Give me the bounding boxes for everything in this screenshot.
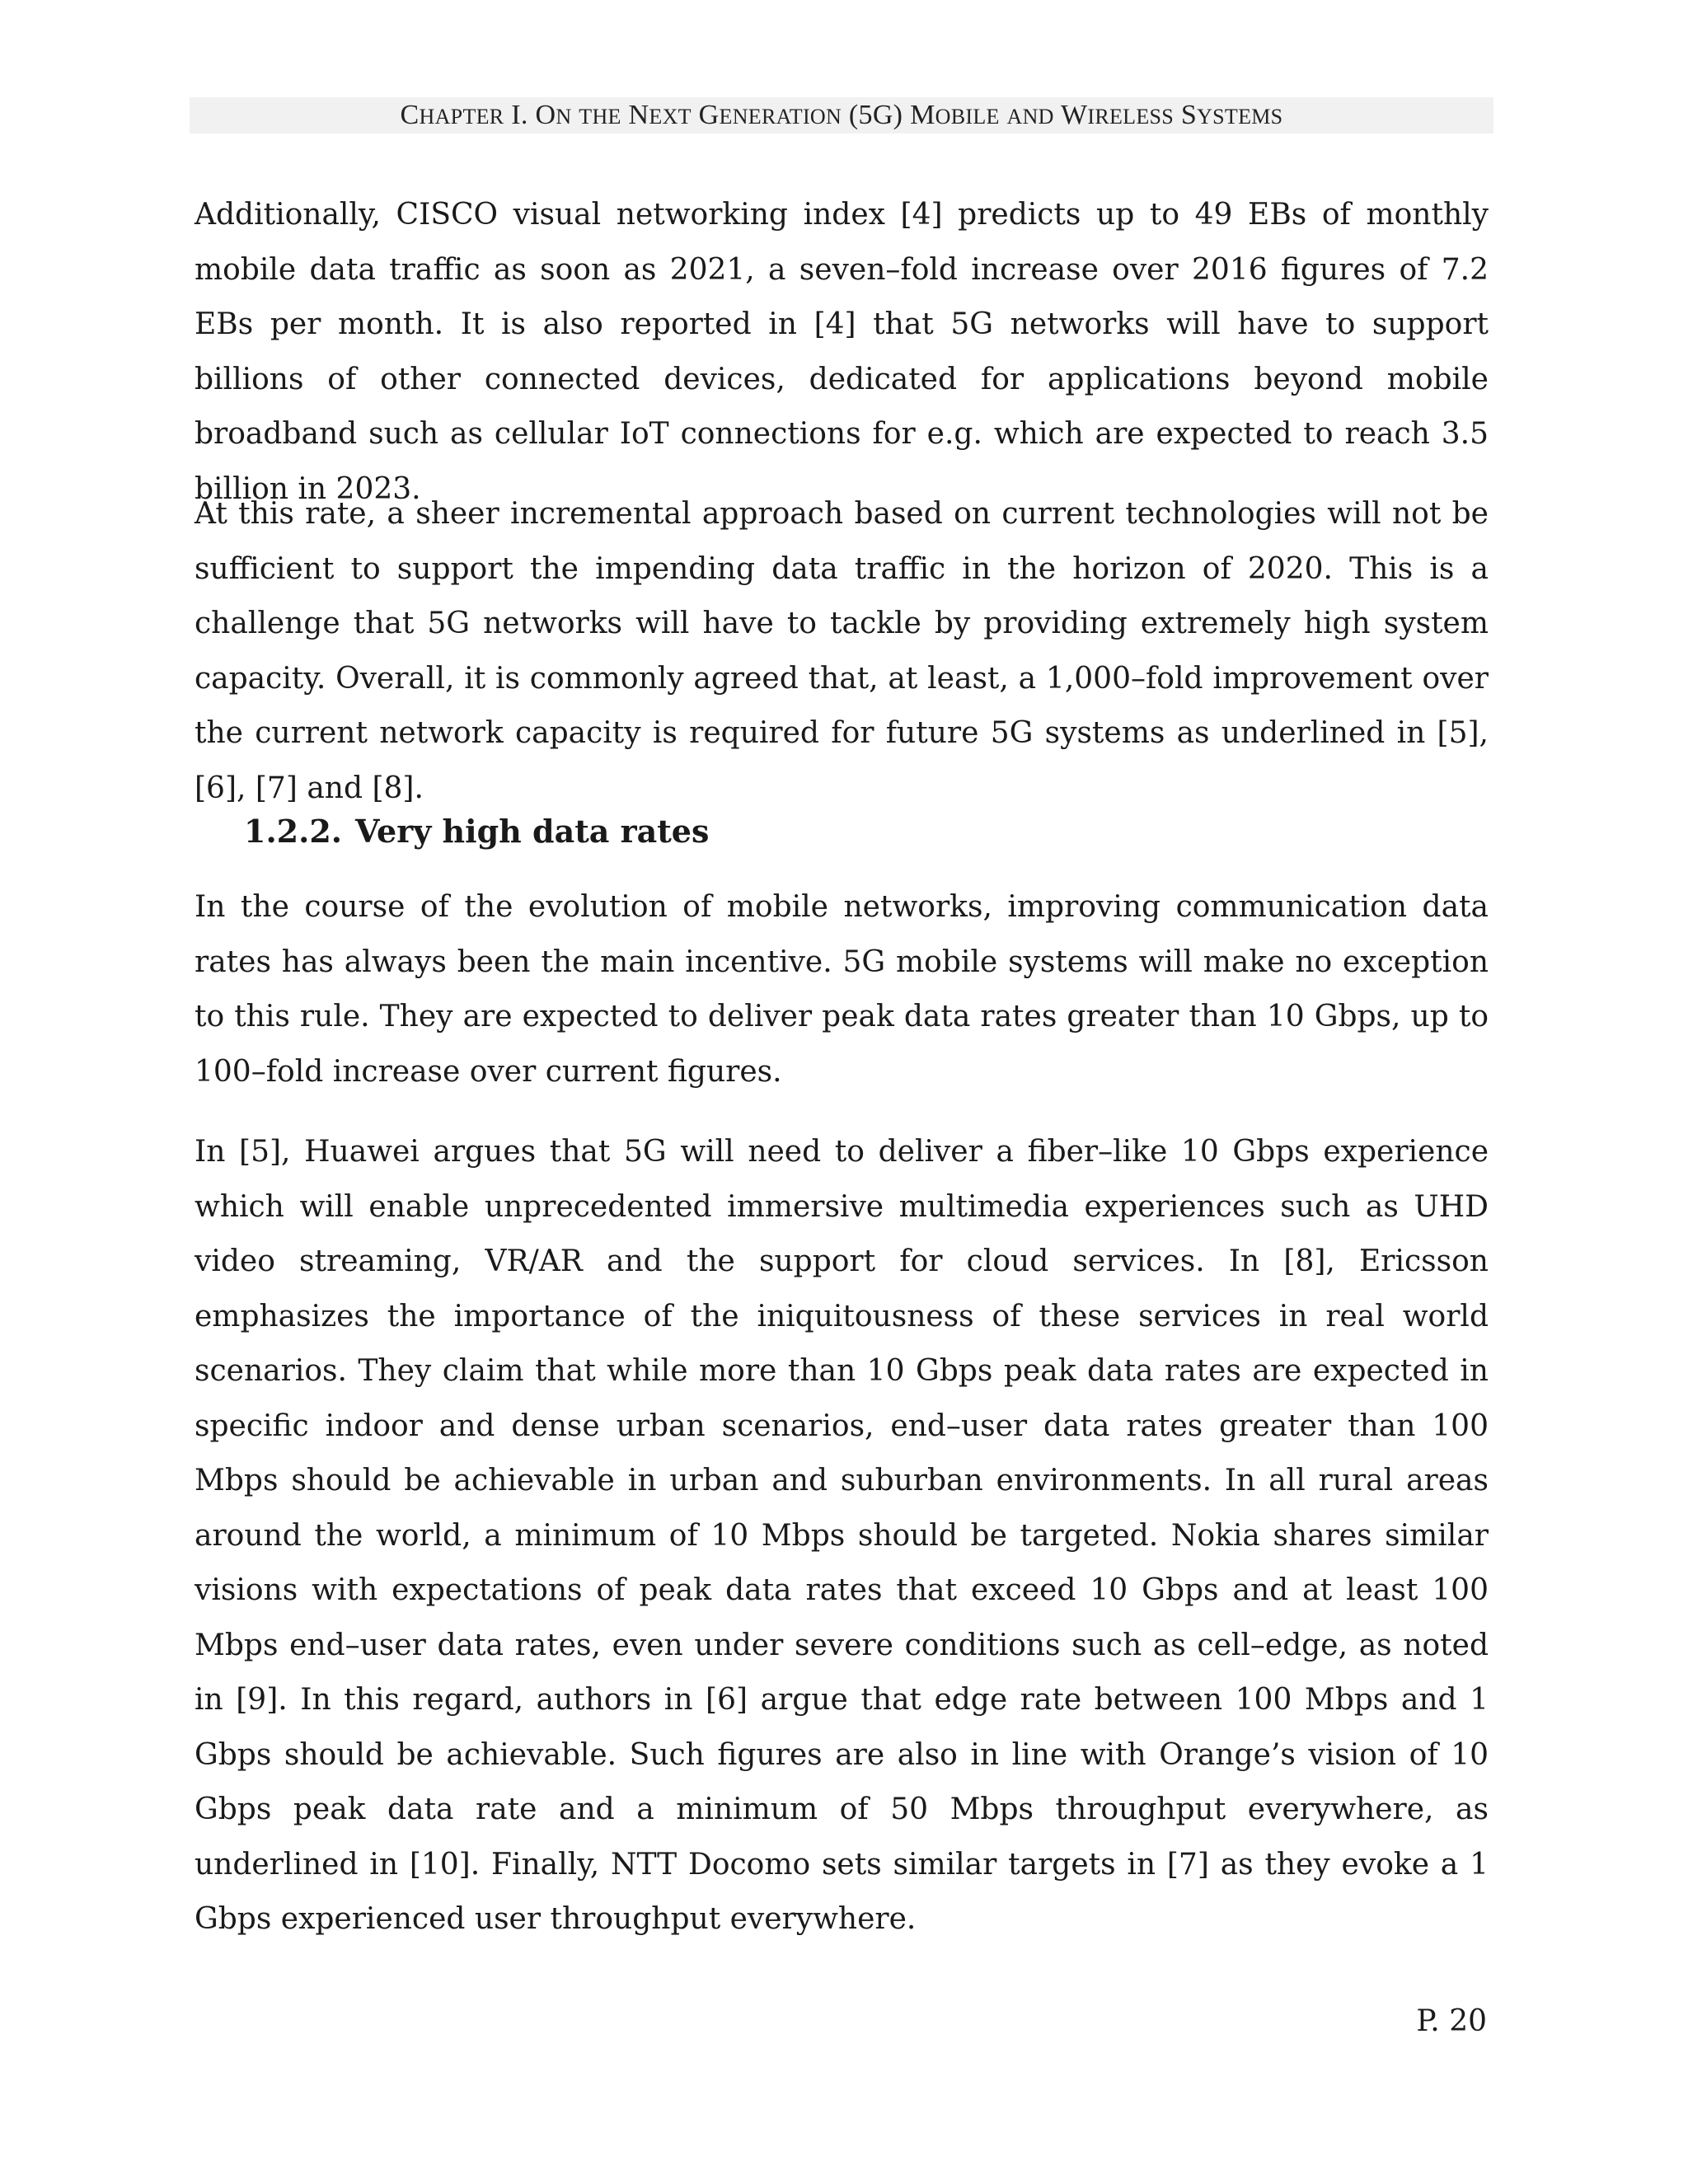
page-number: P. 20 [1416, 2004, 1487, 2038]
body-paragraph-3: In the course of the evolution of mobile networks, improving communication data rates has always been the main incentive. 5G mobile systems will make no exception to this rule. They are expected to deliver peak data rates greater than 10 Gbps, up to 100–fold increase over current figures. [195, 890, 1489, 1089]
body-paragraph-1: Additionally, CISCO visual networking index [4] predicts up to 49 EBs of monthly mobile data traffic as soon as 2021, a seven–fold increase over 2016 figures of 7.2 EBs per month. It is also reported in [4] that 5G networks will have to support billions of other connected devices, dedicated for applications beyond mobile broadband such as cellular IoT connections for e.g. which are expected to reach 3.5 billion in 2023. [195, 198, 1489, 506]
body-paragraph-2: At this rate, a sheer incremental approach based on current technologies will not be sufficient to support the impending data traffic in the horizon of 2020. This is a challenge that 5G networks will have to tackle by providing extremely high system capacity. Overall, it is commonly agreed that, at least, a 1,000–fold improvement over the current network capacity is required for future 5G systems as underlined in [5], [6], [7] and [8]. [195, 497, 1489, 805]
section-title: Very high data rates [355, 813, 710, 850]
section-number: 1.2.2. [244, 813, 343, 850]
running-header: CHAPTER I. ON THE NEXT GENERATION (5G) MOBILE AND WIRELESS SYSTEMS [190, 97, 1493, 134]
section-heading [244, 804, 709, 859]
body-paragraph-4: In [5], Huawei argues that 5G will need to deliver a fiber–like 10 Gbps experience which will enable unprecedented immersive multimedia experiences such as UHD video streaming, VR/AR and the support for cloud services. In [8], Ericsson emphasizes the importance of the iniquitousness of these services in real world scenarios. They claim that while more than 10 Gbps peak data rates are expected in specific indoor and dense urban scenarios, end–user data rates greater than 100 Mbps should be achievable in urban and suburban environments. In all rural areas around the world, a minimum of 10 Mbps should be targeted. Nokia shares similar visions with expectations of peak data rates that exceed 10 Gbps and at least 100 Mbps end–user data rates, even under severe conditions such as cell–edge, as noted in [9]. In this regard, authors in [6] argue that edge rate between 100 Mbps and 1 Gbps should be achievable. Such figures are also in line with Orange’s vision of 10 Gbps peak data rate and a minimum of 50 Mbps throughput everywhere, as underlined in [10]. Finally, NTT Docomo sets similar targets in [7] as they evoke a 1 Gbps experienced user throughput everywhere. [195, 1135, 1489, 1936]
